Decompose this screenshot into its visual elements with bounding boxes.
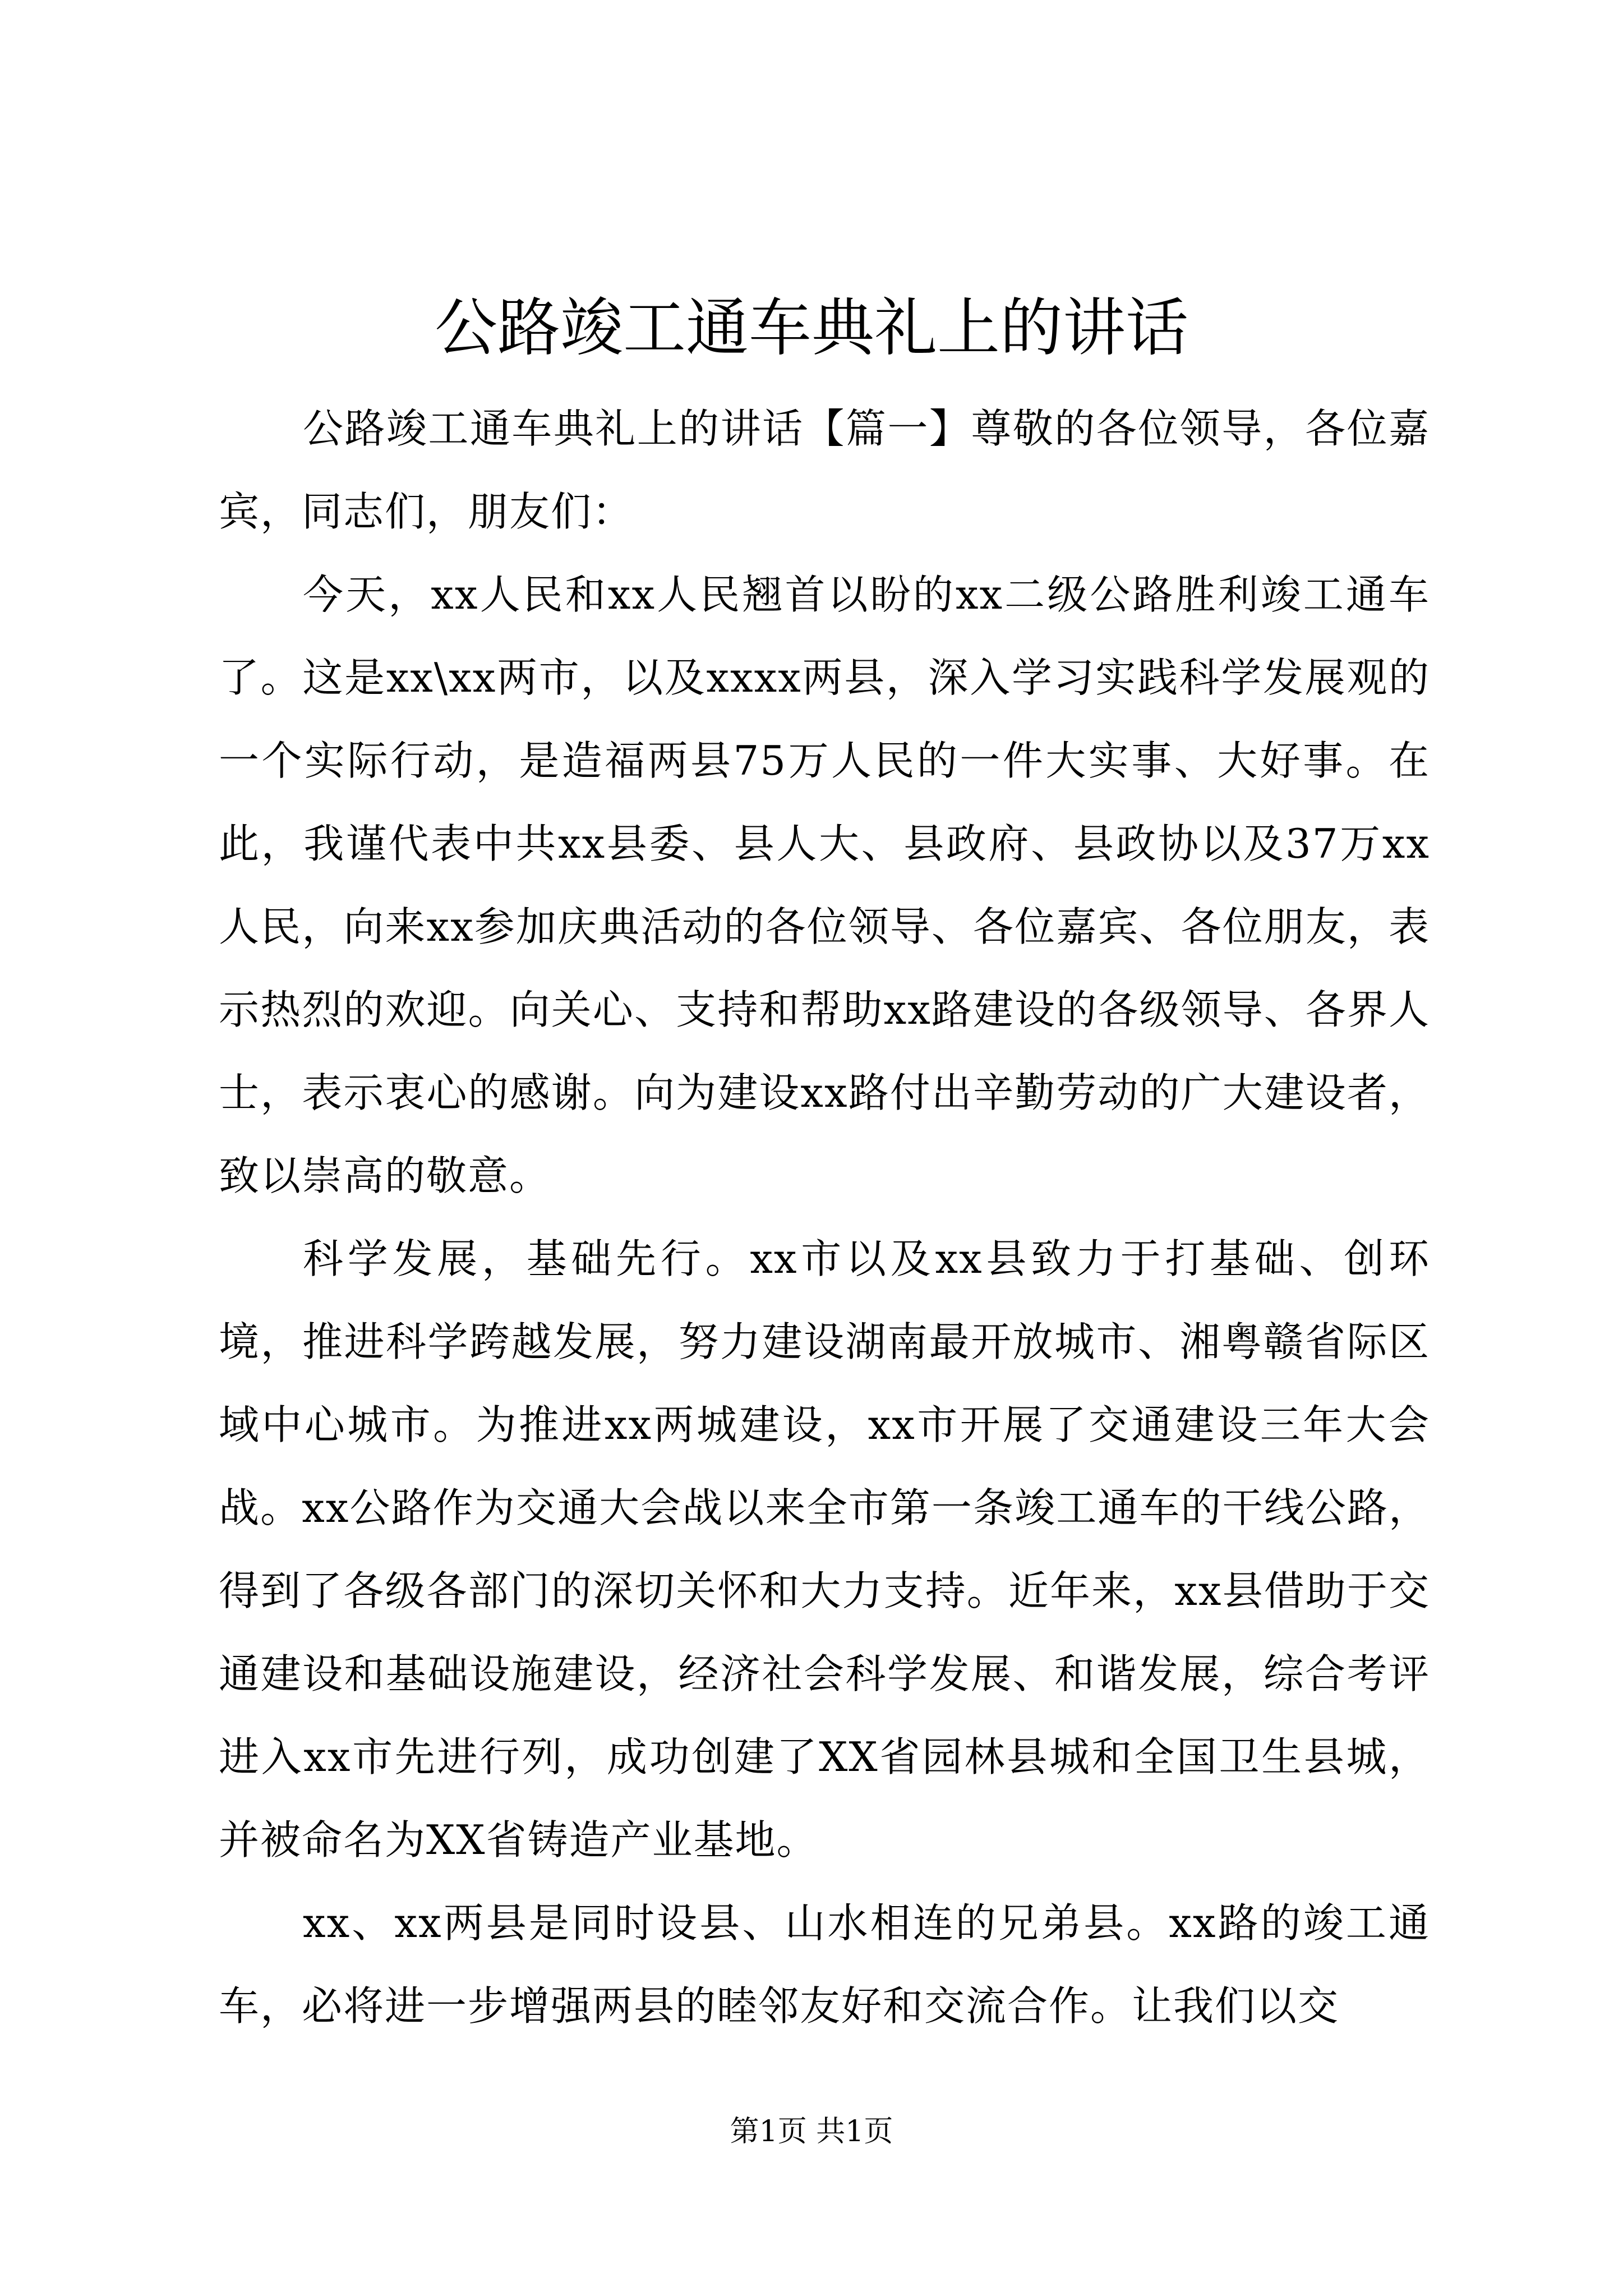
document-title: 公路竣工通车典礼上的讲话: [435, 292, 1188, 365]
paragraph: xx、xx两县是同时设县、山水相连的兄弟县。xx路的竣工通车，必将进一步增强两县的睦邻友好和交流合作。让我们以交: [219, 1899, 1430, 2030]
page-number-footer: 第1页 共1页: [730, 2115, 893, 2148]
paragraph: 科学发展，基础先行。xx市以及xx县致力于打基础、创环境，推进科学跨越发展，努力建设湖南最开放城市、湘粤赣省际区域中心城市。为推进xx两城建设，xx市开展了交通建设三年大会战。xx公路作为交通大会战以来全市第一条竣工通车的干线公路，得到了各级各部门的深切关怀和大力支持。近年来，xx县借助于交通建设和基础设施建设，经济社会科学发展、和谐发展，综合考评进入xx市先进行列，成功创建了XX省园林县城和全国卫生县城，并被命名为XX省铸造产业基地。: [219, 1235, 1430, 1864]
paragraph: 今天，xx人民和xx人民翘首以盼的xx二级公路胜利竣工通车了。这是xx\xx两市，以及xxxx两县，深入学习实践科学发展观的一个实际行动，是造福两县75万人民的一件大实事、大好事。在此，我谨代表中共xx县委、县人大、县政府、县政协以及37万xx人民，向来xx参加庆典活动的各位领导、各位嘉宾、各位朋友，表示热烈的欢迎。向关心、支持和帮助xx路建设的各级领导、各界人士，表示衷心的感谢。向为建设xx路付出辛勤劳动的广大建设者，致以崇高的敬意。: [219, 571, 1430, 1199]
paragraph: 公路竣工通车典礼上的讲话【篇一】尊敬的各位领导，各位嘉宾，同志们，朋友们：: [219, 405, 1430, 535]
document-body: [219, 387, 1430, 2047]
